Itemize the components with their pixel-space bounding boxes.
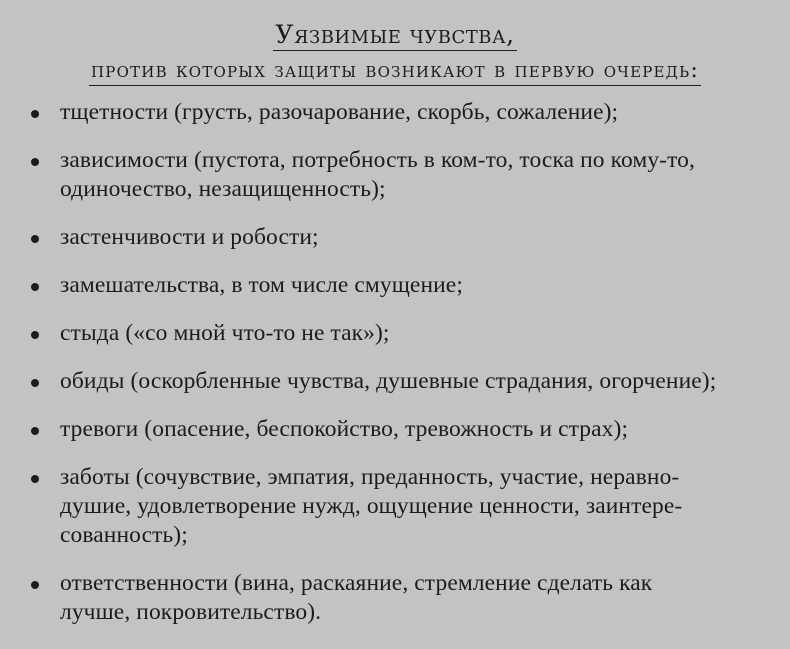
bullet-icon <box>31 427 39 435</box>
list-item-line: сованность); <box>60 522 188 548</box>
heading-title: Уязвимые чувства, <box>275 20 515 49</box>
bullet-icon <box>31 331 39 339</box>
bullet-icon <box>31 110 39 118</box>
bullet-icon <box>31 158 39 166</box>
list-item-line: замешательства, в том числе смущение; <box>60 272 463 298</box>
list-item-line: душие, удовлетворение нужд, ощущение ценности, заинтере- <box>60 493 683 519</box>
list-item-text <box>60 98 760 127</box>
list-item-text <box>60 146 760 204</box>
heading-subtitle: против которых защиты возникают в первую очередь: <box>89 57 701 86</box>
list-item <box>30 415 760 444</box>
list-item-line: тщетности (грусть, разочарование, скорбь, сожаление); <box>60 99 619 125</box>
bullet-icon <box>31 235 39 243</box>
list-item <box>30 146 760 204</box>
list-item-text <box>60 367 760 396</box>
list-item-line: тревоги (опасение, беспокойство, тревожность и страх); <box>60 416 629 442</box>
list-item <box>30 367 760 396</box>
feelings-list <box>30 98 760 627</box>
list-item-line: застенчивости и робости; <box>60 224 319 250</box>
page-heading <box>30 20 760 86</box>
list-item-text <box>60 415 760 444</box>
list-item <box>30 319 760 348</box>
list-item-line: заботы (сочувствие, эмпатия, преданность, участие, неравно- <box>60 464 680 490</box>
list-item-line: обиды (оскорбленные чувства, душевные страдания, огорчение); <box>60 368 717 394</box>
list-item-line: одиночество, незащищенность); <box>60 176 386 202</box>
list-item <box>30 223 760 252</box>
list-item-text <box>60 319 760 348</box>
list-item-text <box>60 271 760 300</box>
list-item <box>30 569 760 627</box>
list-item-line: стыда («со мной что-то не так»); <box>60 320 390 346</box>
list-item <box>30 271 760 300</box>
list-item-text <box>60 463 760 550</box>
list-item <box>30 98 760 127</box>
list-item <box>30 463 760 550</box>
list-item-line: ответственности (вина, раскаяние, стремление сделать как <box>60 570 653 596</box>
list-item-line: лучше, покровительство). <box>60 599 322 625</box>
list-item-text <box>60 223 760 252</box>
bullet-icon <box>31 475 39 483</box>
bullet-icon <box>31 283 39 291</box>
list-item-line: зависимости (пустота, потребность в ком-то, тоска по кому-то, <box>60 147 695 173</box>
bullet-icon <box>31 581 39 589</box>
list-item-text <box>60 569 760 627</box>
bullet-icon <box>31 379 39 387</box>
